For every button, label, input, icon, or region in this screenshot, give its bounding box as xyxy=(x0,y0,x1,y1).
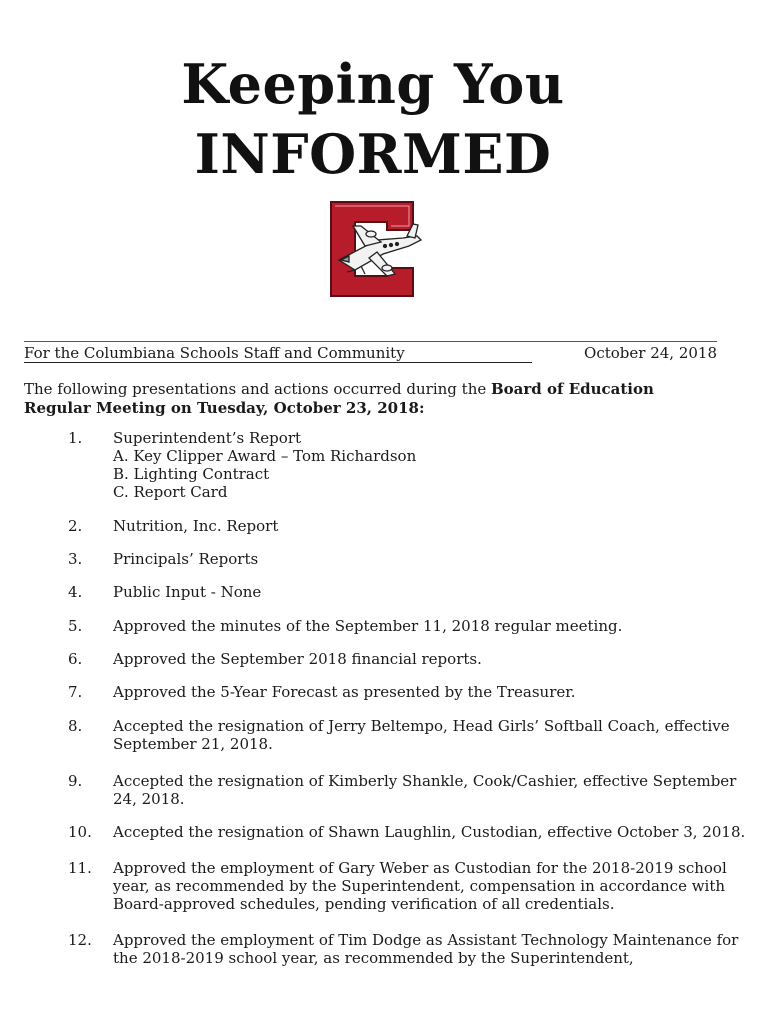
item-line: Accepted the resignation of Jerry Beltempo, Head Girls’ Softball Coach, effective xyxy=(113,717,730,735)
item-line: Superintendent’s Report xyxy=(113,429,302,447)
item-line: Accepted the resignation of Shawn Laughlin, Custodian, effective October 3, 2018. xyxy=(113,823,746,841)
item-text xyxy=(113,517,733,535)
item-text xyxy=(113,823,746,841)
item-line: the 2018-2019 school year, as recommended by the Superintendent, xyxy=(113,949,634,967)
issue-date: October 24, 2018 xyxy=(584,344,717,362)
item-number: 9. xyxy=(68,772,83,790)
item-text xyxy=(113,550,733,568)
item-number: 11. xyxy=(68,859,92,877)
item-number: 5. xyxy=(68,617,83,635)
item-number: 10. xyxy=(68,823,92,841)
item-text xyxy=(113,931,739,967)
item-line: Principals’ Reports xyxy=(113,550,259,568)
audience-date-row xyxy=(24,344,717,364)
intro-paragraph xyxy=(24,380,724,418)
item-text xyxy=(113,859,733,913)
item-line: Approved the employment of Tim Dodge as Assistant Technology Maintenance for xyxy=(113,931,739,949)
item-number: 1. xyxy=(68,429,83,447)
item-line: September 21, 2018. xyxy=(113,735,273,753)
item-text xyxy=(113,683,733,701)
item-line: Approved the minutes of the September 11, 2018 regular meeting. xyxy=(113,617,623,635)
item-text xyxy=(113,583,733,601)
item-line: Nutrition, Inc. Report xyxy=(113,517,279,535)
item-number: 12. xyxy=(68,931,92,949)
item-line: Approved the employment of Gary Weber as Custodian for the 2018-2019 school xyxy=(113,859,727,877)
item-number: 8. xyxy=(68,717,83,735)
item-text xyxy=(113,429,733,501)
item-number: 2. xyxy=(68,517,83,535)
title-line-1: Keeping You xyxy=(181,52,565,116)
columbiana-c-clipper-logo-icon xyxy=(325,196,425,302)
title-line-2: INFORMED xyxy=(194,122,552,186)
item-text xyxy=(113,717,733,753)
item-text xyxy=(113,650,733,668)
intro-plain: The following presentations and actions occurred during the xyxy=(24,380,491,398)
item-text xyxy=(113,617,733,635)
item-line: A. Key Clipper Award – Tom Richardson xyxy=(113,447,417,465)
item-line: Accepted the resignation of Kimberly Shankle, Cook/Cashier, effective September xyxy=(113,772,737,790)
item-line: year, as recommended by the Superintendent, compensation in accordance with xyxy=(113,877,726,895)
item-line: Approved the 5-Year Forecast as presented by the Treasurer. xyxy=(113,683,576,701)
item-number: 4. xyxy=(68,583,83,601)
item-line: Approved the September 2018 financial reports. xyxy=(113,650,482,668)
item-line: Board-approved schedules, pending verification of all credentials. xyxy=(113,895,615,913)
item-line: Public Input - None xyxy=(113,583,262,601)
item-line: 24, 2018. xyxy=(113,790,185,808)
item-number: 3. xyxy=(68,550,83,568)
item-line: B. Lighting Contract xyxy=(113,465,270,483)
intro-bold: Board of Education Regular Meeting on Tuesday, October 23, 2018: xyxy=(24,380,654,417)
item-text xyxy=(113,772,737,808)
audience-line: For the Columbiana Schools Staff and Community xyxy=(24,344,532,363)
header-rule xyxy=(24,341,717,342)
item-line: C. Report Card xyxy=(113,483,228,501)
item-number: 6. xyxy=(68,650,83,668)
item-number: 7. xyxy=(68,683,83,701)
